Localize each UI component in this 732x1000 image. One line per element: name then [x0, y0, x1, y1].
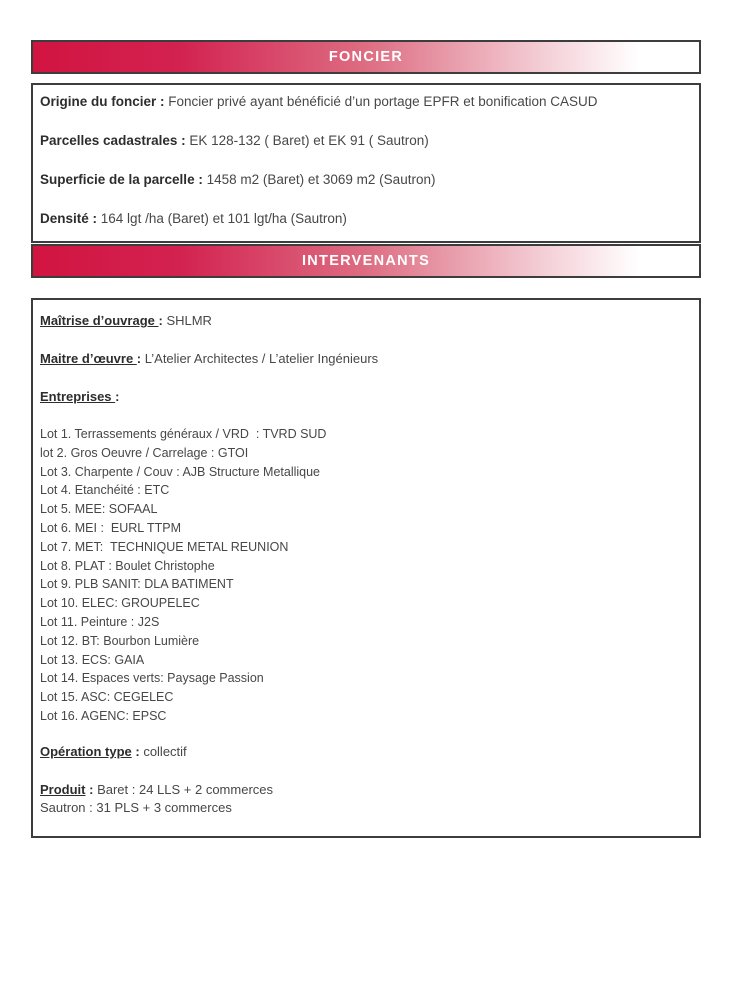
lots-list [40, 425, 692, 726]
field-label: Produit [40, 781, 86, 797]
lot-line-16: Lot 16. AGENC: EPSC [40, 708, 167, 723]
field-label: Densité : [40, 211, 98, 226]
field-densite [40, 211, 692, 226]
lot-line-1: Lot 1. Terrassements généraux / VRD : TVRD SUD [40, 427, 327, 441]
field-label: Origine du foncier : [40, 94, 165, 109]
field-separator: : [115, 389, 120, 404]
field-value: Baret : 24 LLS + 2 commerces [97, 781, 274, 797]
lot-line-3: Lot 3. Charpente / Couv : AJB Structure Metallique [40, 464, 321, 479]
lot-line-9: Lot 9. PLB SANIT: DLA BATIMENT [40, 577, 234, 592]
field-separator: : [85, 781, 98, 797]
section-title-intervenants: INTERVENANTS [301, 253, 431, 269]
field-produit [40, 782, 692, 798]
field-separator: : [136, 351, 145, 366]
field-value: collectif [143, 743, 187, 759]
field-label: Opération type [40, 743, 132, 759]
field-label: Maitre d’œuvre [40, 351, 137, 366]
field-superficie-parcelle [40, 172, 692, 187]
field-value: SHLMR [166, 313, 212, 328]
field-value: EK 128-132 ( Baret) et EK 91 ( Sautron) [189, 133, 429, 148]
lot-line-6: Lot 6. MEI : EURL TTPM [40, 520, 182, 535]
field-origine-foncier [40, 94, 692, 109]
field-label: Entreprises [40, 389, 116, 404]
lot-line-13: Lot 13. ECS: GAIA [40, 652, 145, 667]
foncier-box [31, 83, 701, 243]
field-produit-line2: Sautron : 31 PLS + 3 commerces [40, 799, 232, 815]
lot-line-8: Lot 8. PLAT : Boulet Christophe [40, 558, 215, 573]
field-operation-type [40, 744, 692, 760]
field-entreprises [40, 389, 692, 405]
field-maitrise-ouvrage [40, 313, 692, 329]
lot-line-7: Lot 7. MET: TECHNIQUE METAL REUNION [40, 539, 289, 554]
lot-line-5: Lot 5. MEE: SOFAAL [40, 502, 158, 517]
field-separator: : [131, 743, 144, 759]
section-title-foncier: FONCIER [328, 49, 404, 65]
field-value: 1458 m2 (Baret) et 3069 m2 (Sautron) [206, 172, 436, 187]
field-separator: : [158, 313, 167, 328]
section-header-intervenants [31, 244, 701, 278]
field-label: Superficie de la parcelle : [40, 172, 203, 187]
field-value: 164 lgt /ha (Baret) et 101 lgt/ha (Sautron) [100, 211, 347, 226]
field-value: L’Atelier Architectes / L’atelier Ingénieurs [144, 351, 379, 366]
section-header-foncier [31, 40, 701, 74]
lot-line-14: Lot 14. Espaces verts: Paysage Passion [40, 671, 264, 686]
lot-line-11: Lot 11. Peinture : J2S [40, 614, 160, 629]
field-parcelles-cadastrales [40, 133, 692, 148]
lot-line-10: Lot 10. ELEC: GROUPELEC [40, 596, 200, 611]
intervenants-box [31, 298, 701, 838]
field-value: Foncier privé ayant bénéficié d’un portage EPFR et bonification CASUD [168, 94, 598, 109]
lot-line-12: Lot 12. BT: Bourbon Lumière [40, 633, 200, 648]
field-maitre-oeuvre [40, 351, 692, 367]
lot-line-2: lot 2. Gros Oeuvre / Carrelage : GTOI [40, 445, 249, 460]
lot-line-4: Lot 4. Etanchéité : ETC [40, 483, 170, 498]
lot-line-15: Lot 15. ASC: CEGELEC [40, 690, 174, 705]
field-label: Maîtrise d’ouvrage [40, 313, 159, 328]
field-label: Parcelles cadastrales : [40, 133, 186, 148]
